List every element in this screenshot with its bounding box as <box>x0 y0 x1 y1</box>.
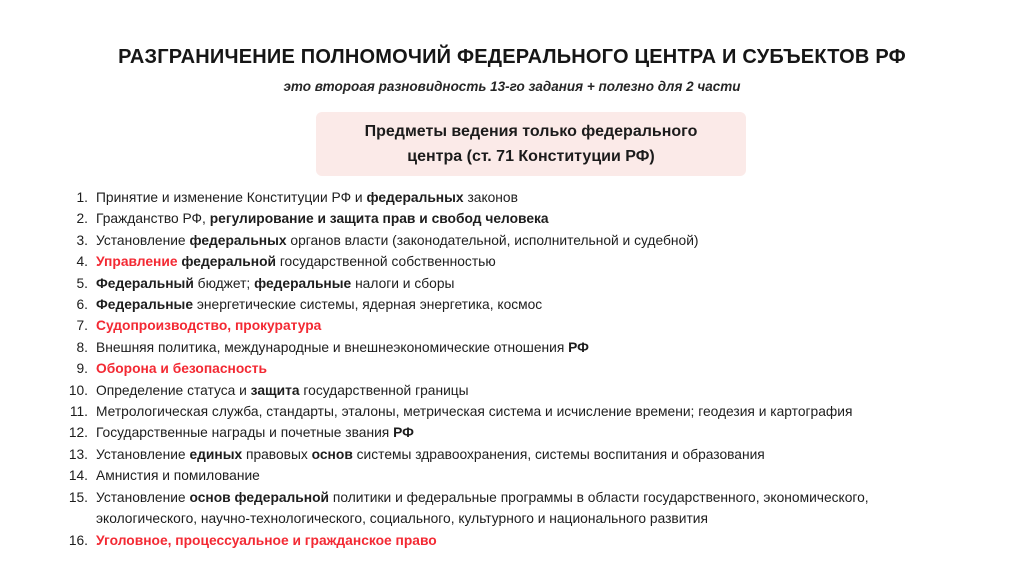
highlight-box-line1: Предметы ведения только федерального <box>364 123 698 140</box>
list-item-number: 1. <box>76 190 88 205</box>
list-item-text: Федеральные энергетические системы, ядерная энергетика, космос <box>96 297 543 313</box>
list-item <box>62 337 972 358</box>
list-item <box>62 530 972 551</box>
list-item-text: Государственные награды и почетные звания РФ <box>96 425 414 441</box>
list-item <box>62 487 972 530</box>
list-item-text: Установление основ федеральной политики и федеральные программы в области государственного, экономического, экологического, научно-технологического, социального, культурного и национального развития <box>96 489 869 527</box>
list-item-text: Определение статуса и защита государственной границы <box>96 382 469 398</box>
list-item-text: Установление единых правовых основ системы здравоохранения, системы воспитания и образования <box>96 446 765 462</box>
list-item-number: 5. <box>76 275 88 291</box>
list-item-text: Гражданство РФ, регулирование и защита прав и свобод человека <box>96 211 549 227</box>
list-item-number: 7. <box>76 318 88 334</box>
list-item-text: Оборона и безопасность <box>96 361 267 377</box>
list-item-number: 8. <box>76 339 88 355</box>
list-item-text: Судопроизводство, прокуратура <box>96 318 322 334</box>
page-title: РАЗГРАНИЧЕНИЕ ПОЛНОМОЧИЙ ФЕДЕРАЛЬНОГО ЦЕНТРА И СУБЪЕКТОВ РФ <box>118 46 906 68</box>
list-item <box>62 401 972 422</box>
list-item-number: 3. <box>76 232 88 248</box>
highlight-box-text <box>365 119 698 169</box>
page-subtitle: это второая разновидность 13-го задания + полезно для 2 части <box>283 79 741 94</box>
list-item <box>62 358 972 379</box>
list-item <box>62 315 972 336</box>
highlight-box <box>316 112 746 176</box>
list-item-text: Амнистия и помилование <box>96 468 260 484</box>
list-item <box>62 294 972 315</box>
list-item <box>62 380 972 401</box>
list-item-number: 11. <box>69 404 88 420</box>
list-item-text: Управление федеральной государственной собственностью <box>96 254 496 270</box>
list-item-text: Уголовное, процессуальное и гражданское право <box>96 532 437 548</box>
list-item-number: 13. <box>68 446 88 462</box>
list-item-number: 9. <box>76 361 88 377</box>
list-item-number: 6. <box>76 297 88 313</box>
list-item-text: Метрологическая служба, стандарты, эталоны, метрическая система и исчисление времени; геодезия и картография <box>96 404 853 420</box>
list-item <box>62 444 972 465</box>
list-item <box>62 251 972 272</box>
list-item-number: 4. <box>76 254 88 270</box>
list-item-number: 15. <box>68 489 88 505</box>
list-item-text: Федеральный бюджет; федеральные налоги и сборы <box>96 275 455 291</box>
list-item-text: Принятие и изменение Конституции РФ и федеральных законов <box>96 190 518 205</box>
list-item-number: 16. <box>68 532 88 548</box>
list-item-number: 2. <box>76 211 88 227</box>
list-item <box>62 187 972 208</box>
list-item <box>62 465 972 486</box>
list-item <box>62 422 972 443</box>
list-item <box>62 208 972 229</box>
highlight-box-line2: центра (ст. 71 Конституции РФ) <box>407 148 655 165</box>
numbered-list <box>62 187 972 551</box>
list-item <box>62 273 972 294</box>
list-item-number: 14. <box>68 468 88 484</box>
list-item-number: 12. <box>68 425 88 441</box>
list-item-text: Установление федеральных органов власти (законодательной, исполнительной и судебной) <box>96 232 699 248</box>
list-item-text: Внешняя политика, международные и внешнеэкономические отношения РФ <box>96 339 589 355</box>
list-item-number: 10. <box>68 382 88 398</box>
list-item <box>62 230 972 251</box>
